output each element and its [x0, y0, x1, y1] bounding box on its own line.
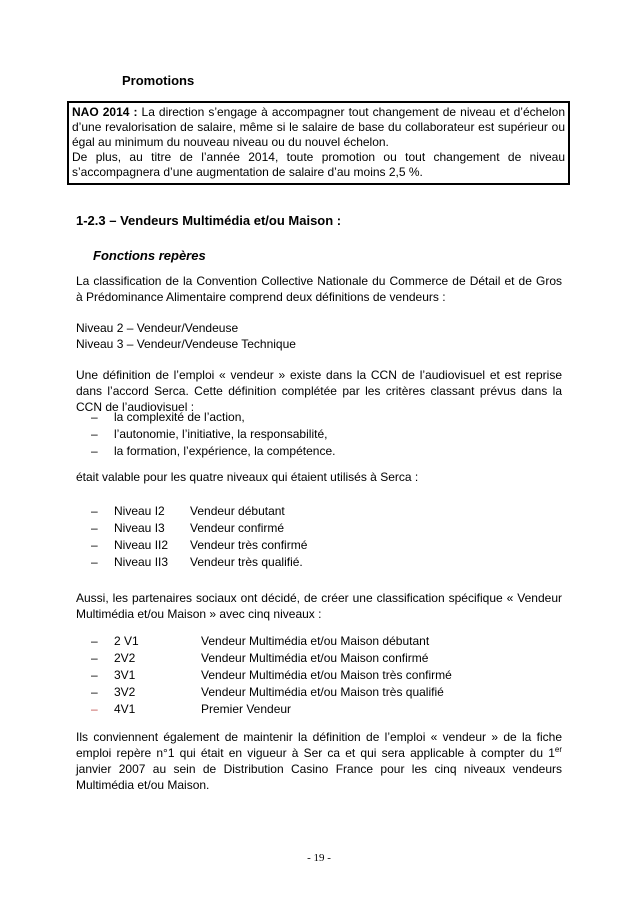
para-partenaires-text: Aussi, les partenaires sociaux ont décidé, de créer une classification spécifique « Vendeur Multimédia et/ou Maison » avec cinq niveaux :: [76, 591, 562, 621]
critere-text: l’autonomie, l’initiative, la responsabilité,: [114, 427, 328, 441]
para-final-part1: Ils conviennent également de maintenir la définition de l’emploi « vendeur » de la fiche emploi repère n°1 qui était en vigueur à Ser ca et qui sera applicable à compter du 1: [76, 730, 562, 760]
para-final-text: [76, 729, 562, 793]
level-code: 3V1: [114, 668, 136, 682]
serca-levels-list: [91, 503, 307, 571]
nao-paragraph-2: De plus, au titre de l’année 2014, toute promotion ou tout changement de niveau s’accompagnera d’une augmentation de salaire d’au moins 2,5 %.: [72, 150, 565, 179]
sub-title: Fonctions repères: [93, 248, 206, 263]
level-label: Vendeur Multimédia et/ou Maison confirmé: [201, 651, 429, 665]
para-classification: [76, 273, 562, 305]
niveaux-block: [76, 320, 562, 352]
niveau-3-line: Niveau 3 – Vendeur/Vendeuse Technique: [76, 337, 296, 351]
para-final: [76, 729, 562, 793]
list-item: [91, 667, 452, 684]
dash-bullet: –: [91, 668, 98, 682]
list-item: [91, 520, 307, 537]
nao-paragraph-1: [72, 105, 565, 150]
nao-label: NAO 2014 :: [72, 105, 138, 119]
dash-bullet: –: [91, 427, 98, 441]
list-item: [91, 684, 452, 701]
list-item: [91, 537, 307, 554]
level-label: Vendeur Multimédia et/ou Maison très confirmé: [201, 668, 452, 682]
para-valable: [76, 469, 562, 485]
para-partenaires: [76, 590, 562, 622]
nao-2014-box: [67, 101, 570, 185]
list-item: [91, 426, 335, 443]
critere-text: la complexité de l’action,: [114, 410, 245, 424]
level-label: Vendeur Multimédia et/ou Maison très qualifié: [201, 685, 444, 699]
para-definition-text: Une définition de l’emploi « vendeur » existe dans la CCN de l’audiovisuel et est reprise dans l’accord Serca. Cette définition complétée par les critères classant prévus dans la CCN de l’audiovisuel :: [76, 368, 562, 414]
list-item: [91, 409, 335, 426]
section-title: 1-2.3 – Vendeurs Multimédia et/ou Maison :: [76, 213, 342, 228]
superscript-er: er: [554, 745, 562, 754]
level-code: 4V1: [114, 702, 136, 716]
level-code: Niveau II3: [114, 555, 169, 569]
level-code: 3V2: [114, 685, 136, 699]
promotions-heading: Promotions: [122, 73, 195, 88]
list-item: [91, 633, 452, 650]
dash-bullet: –: [91, 651, 98, 665]
list-item: [91, 701, 452, 718]
criteres-list: [91, 409, 335, 460]
list-item: [91, 503, 307, 520]
niveau-2-line: Niveau 2 – Vendeur/Vendeuse: [76, 321, 239, 335]
level-code: 2V2: [114, 651, 136, 665]
level-label: Vendeur confirmé: [190, 521, 285, 535]
level-code: 2 V1: [114, 634, 139, 648]
level-label: Vendeur Multimédia et/ou Maison débutant: [201, 634, 430, 648]
dash-bullet: –: [91, 521, 98, 535]
dash-bullet: –: [91, 702, 98, 716]
dash-bullet: –: [91, 504, 98, 518]
page-number: - 19 -: [307, 852, 331, 864]
nao-text-1: La direction s’engage à accompagner tout changement de niveau et d’échelon d’une revalorisation de salaire, même si le salaire de base du collaborateur est supérieur ou égal au minimum du nouveau niveau ou du nouvel échelon.: [72, 105, 565, 149]
level-label: Vendeur très qualifié.: [190, 555, 303, 569]
list-item: [91, 650, 452, 667]
dash-bullet: –: [91, 555, 98, 569]
para-classification-text: La classification de la Convention Collective Nationale du Commerce de Détail et de Gros à Prédominance Alimentaire comprend deux définitions de vendeurs :: [76, 274, 562, 304]
list-item: [91, 443, 335, 460]
para-valable-text: était valable pour les quatre niveaux qui étaient utilisés à Serca :: [76, 470, 419, 484]
level-label: Vendeur très confirmé: [190, 538, 308, 552]
dash-bullet: –: [91, 444, 98, 458]
multimedia-levels-list: [91, 633, 452, 718]
dash-bullet: –: [91, 538, 98, 552]
para-final-part2: janvier 2007 au sein de Distribution Casino France pour les cinq niveaux vendeurs Multimédia et/ou Maison.: [76, 762, 562, 792]
para-definition: [76, 367, 562, 415]
level-label: Premier Vendeur: [201, 702, 292, 716]
level-label: Vendeur débutant: [190, 504, 285, 518]
list-item: [91, 554, 307, 571]
dash-bullet: –: [91, 685, 98, 699]
dash-bullet: –: [91, 634, 98, 648]
dash-bullet: –: [91, 410, 98, 424]
critere-text: la formation, l’expérience, la compétence.: [114, 444, 336, 458]
level-code: Niveau I2: [114, 504, 165, 518]
level-code: Niveau II2: [114, 538, 169, 552]
level-code: Niveau I3: [114, 521, 165, 535]
